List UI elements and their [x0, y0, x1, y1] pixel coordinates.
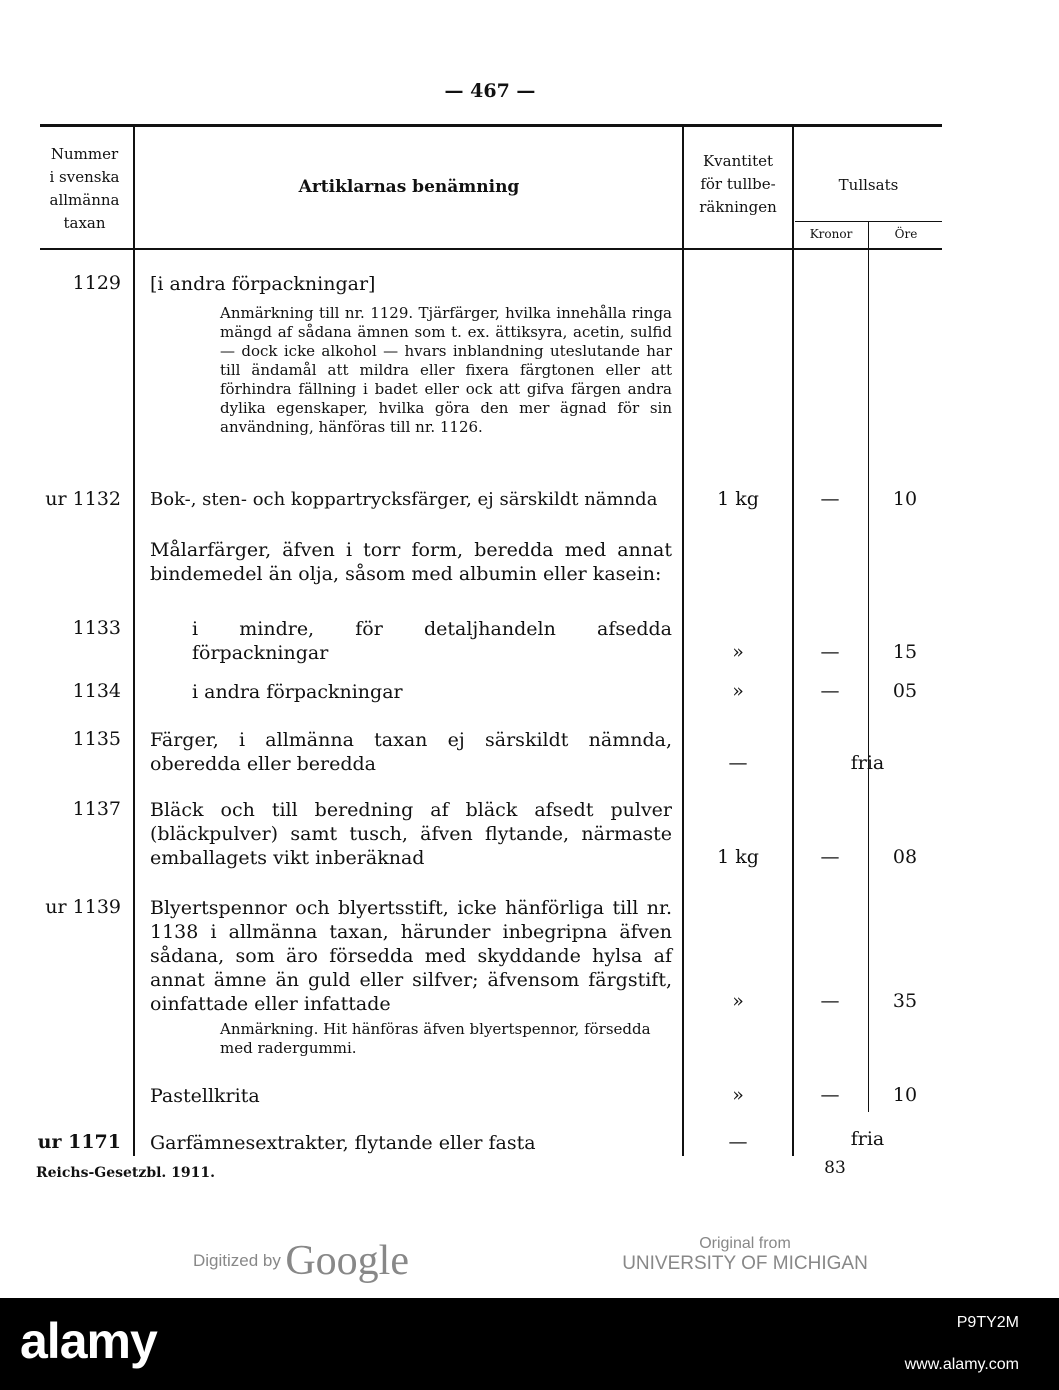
kronor-value: —	[820, 990, 840, 1012]
article-text: Bok-, sten- och koppartrycksfärger, ej särskildt nämnda	[150, 489, 658, 510]
article-text: i andra förpackningar	[192, 681, 403, 703]
header-rule	[40, 248, 942, 250]
google-logo: Google	[285, 1238, 409, 1284]
row-number: ur 1132	[45, 488, 121, 510]
kronor-value: —	[820, 641, 840, 663]
col-divider-3	[792, 126, 794, 1156]
row-number: ur 1139	[45, 896, 121, 918]
article-text: Bläck och till beredning af bläck afsedt pulver (bläckpulver) samt tusch, äfven flytande, närmaste emballagets vikt inberäknad	[150, 799, 672, 869]
quantity-value: 1 kg	[717, 488, 759, 510]
ore-value: 35	[892, 990, 918, 1012]
header-number: Nummer i svenska allmänna taxan	[49, 145, 120, 232]
article-note: Anmärkning. Hit hänföras äfven blyertspennor, försedda med radergummi.	[220, 1020, 651, 1057]
row-number: 1137	[72, 798, 121, 820]
article-text: Målarfärger, äfven i torr form, beredda med annat bindemedel än olja, såsom med albumin eller kasein:	[150, 539, 672, 585]
header-article: Artiklarnas benämning	[298, 177, 520, 197]
quantity-value: »	[732, 641, 744, 663]
kronor-value: —	[820, 846, 840, 868]
article-text: Färger, i allmänna taxan ej särskildt nämnda, oberedda eller beredda	[150, 729, 672, 775]
article-text: Blyertspennor och blyertsstift, icke hänförliga till nr. 1138 i allmänna taxan, härunder inbegripna äfven sådana, som äro försedda med skyddande hylsa af annat ämne än guld eller silfver; äfvensom färgstift, oinfattade eller infattade	[150, 897, 672, 1015]
quantity-value: —	[728, 752, 748, 774]
top-rule	[40, 124, 942, 127]
article-note: Anmärkning till nr. 1129. Tjärfärger, hvilka innehålla ringa mängd af sådana ämnen som t. ex. ättiksyra, acetin, sulfid — dock icke alkohol — hvars inblandning uteslutande har till ändamål att mildra eller fixera färgtonen eller att förhindra fällning i badet eller ock att gifva färgen andra dylika egenskaper, hvilka göra den mer ägnad för sin användning, hänföras till nr. 1126.	[220, 304, 672, 436]
footer-signature: 83	[824, 1158, 846, 1178]
row-number: 1133	[72, 617, 121, 639]
ore-value: 15	[892, 641, 918, 663]
footer-source: Reichs-Gesetzbl. 1911.	[36, 1165, 216, 1181]
site-url: www.alamy.com	[904, 1356, 1019, 1373]
ore-value: 10	[892, 488, 918, 510]
row-number: 1134	[72, 680, 121, 702]
kronor-value: —	[820, 680, 840, 702]
kronor-value: —	[820, 488, 840, 510]
header-tariff: Tullsats	[838, 176, 899, 194]
stock-banner	[0, 1298, 1059, 1390]
ore-value: 10	[892, 1084, 918, 1106]
header-ore: Öre	[894, 227, 918, 241]
ore-value: 08	[892, 846, 918, 868]
digitized-by-label: Digitized by Google	[193, 1238, 409, 1284]
image-code: P9TY2M	[956, 1314, 1019, 1331]
page-number: — 467 —	[444, 80, 536, 102]
alamy-logo: alamy	[20, 1313, 157, 1369]
header-quantity: Kvantitet för tullbe- räkningen	[699, 152, 777, 216]
col-divider-1	[133, 126, 135, 1156]
article-text: i mindre, för detaljhandeln afsedda förpackningar	[192, 618, 672, 664]
tariff-free: fria	[850, 752, 885, 774]
quantity-value: »	[732, 990, 744, 1012]
article-text: Garfämnesextrakter, flytande eller fasta	[150, 1132, 536, 1154]
col-divider-4	[868, 222, 869, 1112]
quantity-value: »	[732, 680, 744, 702]
kronor-value: —	[820, 1084, 840, 1106]
article-text: [i andra förpackningar]	[150, 273, 376, 295]
quantity-value: »	[732, 1084, 744, 1106]
ore-value: 05	[892, 680, 918, 702]
row-number: ur 1171	[37, 1131, 121, 1153]
quantity-value: —	[728, 1131, 748, 1153]
original-from-label: Original from UNIVERSITY OF MICHIGAN	[622, 1235, 868, 1274]
row-number: 1135	[72, 728, 121, 750]
quantity-value: 1 kg	[717, 846, 759, 868]
header-kronor: Kronor	[809, 227, 853, 241]
row-number: 1129	[72, 272, 121, 294]
tariff-free: fria	[850, 1128, 885, 1150]
article-text: Pastellkrita	[150, 1085, 260, 1107]
